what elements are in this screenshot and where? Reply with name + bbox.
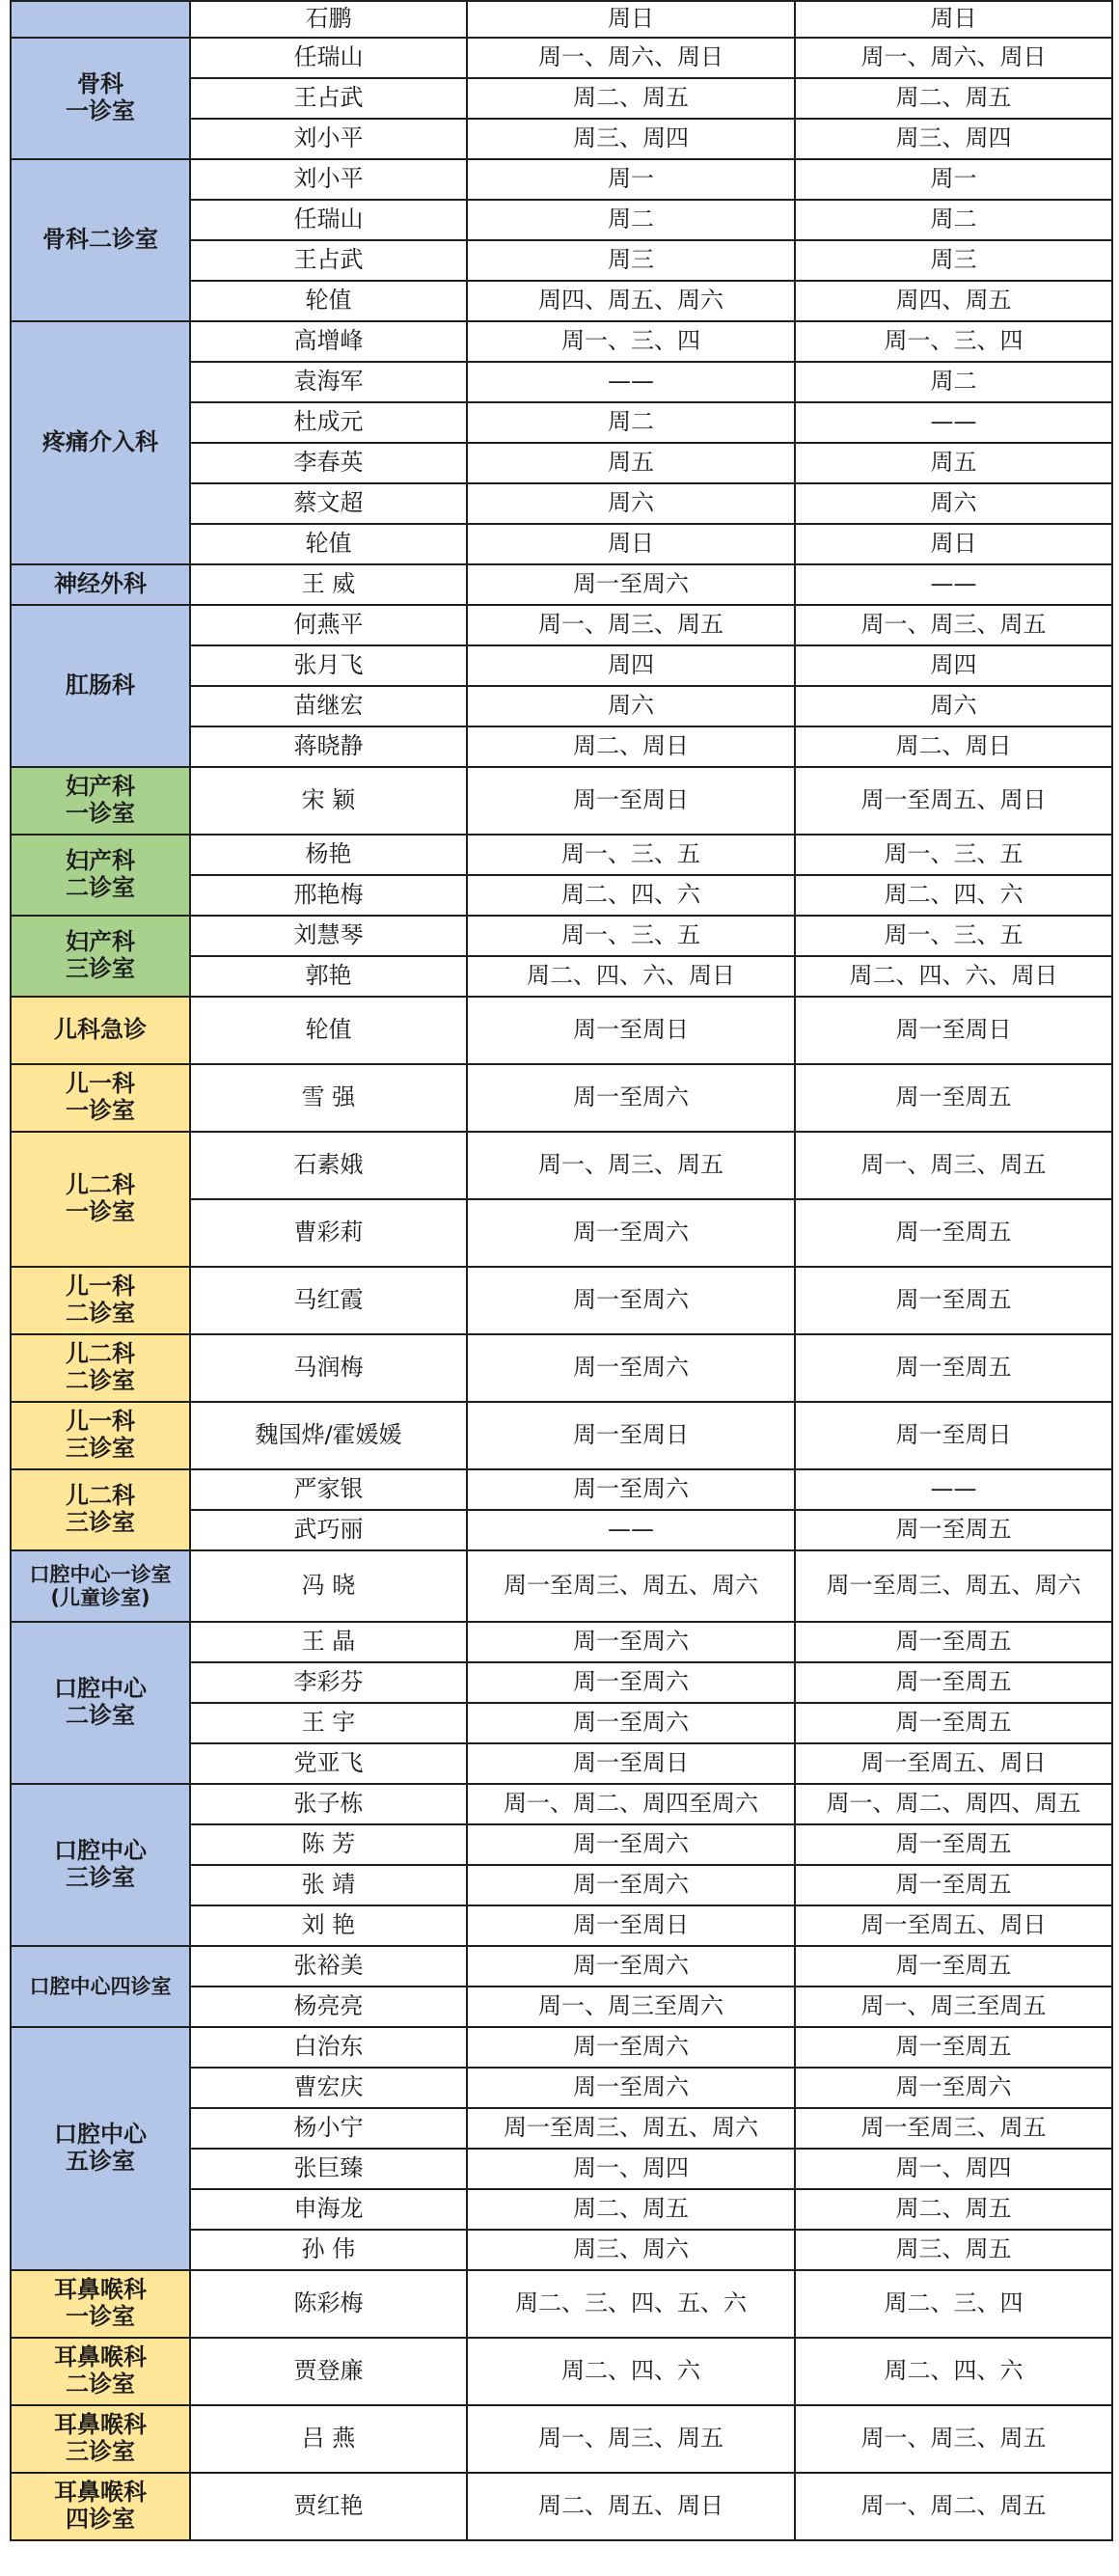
schedule-a-cell: 周日 — [467, 1, 795, 38]
doctor-name-cell: 张裕美 — [190, 1946, 467, 1987]
doctor-name-cell: 李春英 — [190, 443, 467, 483]
doctor-name-cell: 刘小平 — [190, 119, 467, 159]
schedule-b-cell: 周一至周五 — [795, 1622, 1112, 1662]
schedule-a-cell: 周一至周日 — [467, 997, 795, 1064]
department-cell: 疼痛介入科 — [11, 321, 190, 564]
schedule-a-cell: 周三、周六 — [467, 2230, 795, 2270]
doctor-name-cell: 张 靖 — [190, 1865, 467, 1905]
doctor-name-cell: 王 宇 — [190, 1703, 467, 1743]
schedule-a-cell: 周四 — [467, 645, 795, 686]
doctor-name-cell: 宋 颖 — [190, 767, 467, 835]
table-row — [11, 1132, 1112, 1199]
table-row — [11, 1946, 1112, 1987]
schedule-a-cell: 周二、四、六 — [467, 2338, 795, 2405]
table-row — [11, 2027, 1112, 2068]
table-row — [11, 916, 1112, 956]
schedule-a-cell: 周一至周六 — [467, 1064, 795, 1132]
doctor-name-cell: 高增峰 — [190, 321, 467, 362]
doctor-name-cell: 王 威 — [190, 564, 467, 605]
schedule-b-cell: 周一、周三、周五 — [795, 605, 1112, 645]
schedule-a-cell: 周二、周日 — [467, 726, 795, 767]
schedule-a-cell: 周四、周五、周六 — [467, 281, 795, 321]
table-row — [11, 2270, 1112, 2338]
schedule-b-cell: 周一、周六、周日 — [795, 38, 1112, 78]
schedule-b-cell: 周一、三、五 — [795, 916, 1112, 956]
schedule-b-cell: 周三 — [795, 240, 1112, 281]
schedule-a-cell: 周一至周六 — [467, 1703, 795, 1743]
doctor-name-cell: 李彩芬 — [190, 1662, 467, 1703]
schedule-a-cell: 周一至周六 — [467, 1662, 795, 1703]
schedule-b-cell: 周一至周三、周五 — [795, 2108, 1112, 2149]
schedule-b-cell: 周三、周四 — [795, 119, 1112, 159]
schedule-b-cell: 周一至周三、周五、周六 — [795, 1550, 1112, 1622]
department-cell: 儿二科 一诊室 — [11, 1132, 190, 1267]
schedule-a-cell: 周一至周六 — [467, 2027, 795, 2068]
doctor-name-cell: 何燕平 — [190, 605, 467, 645]
schedule-a-cell: 周一至周六 — [467, 1946, 795, 1987]
schedule-b-cell: 周日 — [795, 1, 1112, 38]
doctor-name-cell: 白治东 — [190, 2027, 467, 2068]
schedule-a-cell: 周二、四、六 — [467, 875, 795, 916]
schedule-a-cell: 周日 — [467, 524, 795, 564]
table-row — [11, 1550, 1112, 1622]
doctor-name-cell: 杨亮亮 — [190, 1987, 467, 2027]
doctor-name-cell: 魏国烨/霍媛媛 — [190, 1402, 467, 1469]
schedule-b-cell: —— — [795, 402, 1112, 443]
schedule-a-cell: 周二、周五 — [467, 78, 795, 119]
department-cell: 耳鼻喉科 二诊室 — [11, 2338, 190, 2405]
table-row — [11, 564, 1112, 605]
schedule-b-cell: —— — [795, 1469, 1112, 1510]
schedule-b-cell: 周一至周日 — [795, 997, 1112, 1064]
doctor-name-cell: 陈彩梅 — [190, 2270, 467, 2338]
schedule-a-cell: 周二 — [467, 200, 795, 240]
schedule-b-cell: 周一至周五 — [795, 1267, 1112, 1334]
table-row — [11, 38, 1112, 78]
doctor-name-cell: 石素娥 — [190, 1132, 467, 1199]
schedule-b-cell: 周一、周二、周四、周五 — [795, 1784, 1112, 1824]
schedule-b-cell: 周六 — [795, 686, 1112, 726]
table-row — [11, 1267, 1112, 1334]
department-cell: 耳鼻喉科 一诊室 — [11, 2270, 190, 2338]
schedule-body — [11, 1, 1112, 2540]
schedule-a-cell: 周一至周日 — [467, 1402, 795, 1469]
schedule-a-cell: 周二 — [467, 402, 795, 443]
schedule-a-cell: 周六 — [467, 686, 795, 726]
doctor-name-cell: 任瑞山 — [190, 200, 467, 240]
doctor-name-cell: 邢艳梅 — [190, 875, 467, 916]
schedule-a-cell: 周一至周六 — [467, 1469, 795, 1510]
table-row — [11, 2405, 1112, 2473]
schedule-a-cell: 周一至周六 — [467, 1622, 795, 1662]
schedule-b-cell: 周一至周五 — [795, 1946, 1112, 1987]
schedule-b-cell: 周一、周二、周五 — [795, 2473, 1112, 2540]
doctor-name-cell: 郭艳 — [190, 956, 467, 997]
schedule-b-cell: 周一至周五 — [795, 1510, 1112, 1550]
department-cell: 儿二科 三诊室 — [11, 1469, 190, 1550]
table-row — [11, 1784, 1112, 1824]
schedule-b-cell: 周日 — [795, 524, 1112, 564]
doctor-name-cell: 曹宏庆 — [190, 2068, 467, 2108]
schedule-b-cell: 周一至周五 — [795, 1662, 1112, 1703]
table-row — [11, 1334, 1112, 1402]
schedule-b-cell: 周一至周五 — [795, 1703, 1112, 1743]
schedule-a-cell: 周一、三、五 — [467, 916, 795, 956]
table-row — [11, 767, 1112, 835]
doctor-name-cell: 马润梅 — [190, 1334, 467, 1402]
schedule-b-cell: 周一至周五 — [795, 1199, 1112, 1267]
schedule-b-cell: 周一 — [795, 159, 1112, 200]
schedule-b-cell: 周一至周五 — [795, 1865, 1112, 1905]
schedule-a-cell: 周一、周二、周四至周六 — [467, 1784, 795, 1824]
doctor-name-cell: 雪 强 — [190, 1064, 467, 1132]
doctor-name-cell: 轮值 — [190, 524, 467, 564]
schedule-b-cell: 周一、周四 — [795, 2149, 1112, 2189]
doctor-name-cell: 冯 晓 — [190, 1550, 467, 1622]
schedule-b-cell: 周一至周五 — [795, 1824, 1112, 1865]
schedule-b-cell: 周二 — [795, 200, 1112, 240]
schedule-b-cell: 周一、周三至周五 — [795, 1987, 1112, 2027]
schedule-a-cell: 周一至周六 — [467, 1824, 795, 1865]
department-cell: 耳鼻喉科 三诊室 — [11, 2405, 190, 2473]
schedule-a-cell: 周六 — [467, 483, 795, 524]
schedule-a-cell: 周一至周六 — [467, 1267, 795, 1334]
table-row — [11, 605, 1112, 645]
table-row — [11, 2338, 1112, 2405]
table-row — [11, 321, 1112, 362]
schedule-b-cell: 周一至周六 — [795, 2068, 1112, 2108]
doctor-name-cell: 刘 艳 — [190, 1905, 467, 1946]
doctor-name-cell: 党亚飞 — [190, 1743, 467, 1784]
schedule-a-cell: 周一、三、四 — [467, 321, 795, 362]
department-cell: 儿一科 三诊室 — [11, 1402, 190, 1469]
department-cell: 耳鼻喉科 四诊室 — [11, 2473, 190, 2540]
schedule-a-cell: 周一至周三、周五、周六 — [467, 1550, 795, 1622]
schedule-b-cell: 周二、三、四 — [795, 2270, 1112, 2338]
doctor-name-cell: 刘慧琴 — [190, 916, 467, 956]
schedule-a-cell: 周一、周四 — [467, 2149, 795, 2189]
table-row — [11, 2473, 1112, 2540]
schedule-b-cell: 周四 — [795, 645, 1112, 686]
schedule-b-cell: 周一至周五、周日 — [795, 1743, 1112, 1784]
schedule-a-cell: 周三、周四 — [467, 119, 795, 159]
schedule-a-cell: 周一至周六 — [467, 1334, 795, 1402]
schedule-a-cell: 周一至周日 — [467, 1743, 795, 1784]
schedule-a-cell: 周二、周五 — [467, 2189, 795, 2230]
doctor-name-cell: 杨艳 — [190, 835, 467, 875]
department-cell: 妇产科 一诊室 — [11, 767, 190, 835]
doctor-name-cell: 杨小宁 — [190, 2108, 467, 2149]
department-cell: 骨科二诊室 — [11, 159, 190, 321]
department-cell — [11, 1, 190, 38]
schedule-b-cell: 周六 — [795, 483, 1112, 524]
schedule-a-cell: —— — [467, 362, 795, 402]
doctor-name-cell: 王 晶 — [190, 1622, 467, 1662]
doctor-name-cell: 贾登廉 — [190, 2338, 467, 2405]
table-row — [11, 1064, 1112, 1132]
schedule-table — [10, 0, 1113, 2541]
schedule-b-cell: 周一、周三、周五 — [795, 1132, 1112, 1199]
department-cell: 肛肠科 — [11, 605, 190, 767]
schedule-a-cell: 周一至周日 — [467, 1905, 795, 1946]
schedule-b-cell: 周一至周五 — [795, 1334, 1112, 1402]
doctor-name-cell: 张巨臻 — [190, 2149, 467, 2189]
doctor-name-cell: 曹彩莉 — [190, 1199, 467, 1267]
schedule-b-cell: 周一、周三、周五 — [795, 2405, 1112, 2473]
table-row — [11, 835, 1112, 875]
department-cell: 儿一科 二诊室 — [11, 1267, 190, 1334]
doctor-name-cell: 贾红艳 — [190, 2473, 467, 2540]
doctor-name-cell: 武巧丽 — [190, 1510, 467, 1550]
doctor-name-cell: 王占武 — [190, 78, 467, 119]
schedule-a-cell: 周一至周六 — [467, 2068, 795, 2108]
schedule-b-cell: 周二 — [795, 362, 1112, 402]
schedule-a-cell: 周五 — [467, 443, 795, 483]
schedule-b-cell: 周三、周五 — [795, 2230, 1112, 2270]
doctor-name-cell: 严家银 — [190, 1469, 467, 1510]
schedule-b-cell: 周二、四、六 — [795, 875, 1112, 916]
schedule-a-cell: 周一至周六 — [467, 1199, 795, 1267]
schedule-b-cell: 周一、三、四 — [795, 321, 1112, 362]
table-row — [11, 1622, 1112, 1662]
schedule-a-cell: 周二、四、六、周日 — [467, 956, 795, 997]
schedule-a-cell: 周一、周三至周六 — [467, 1987, 795, 2027]
table-row — [11, 1402, 1112, 1469]
doctor-name-cell: 蔡文超 — [190, 483, 467, 524]
table-row — [11, 1469, 1112, 1510]
doctor-name-cell: 吕 燕 — [190, 2405, 467, 2473]
schedule-a-cell: 周一 — [467, 159, 795, 200]
department-cell: 儿一科 一诊室 — [11, 1064, 190, 1132]
schedule-b-cell: 周二、周五 — [795, 2189, 1112, 2230]
schedule-b-cell: 周一至周日 — [795, 1402, 1112, 1469]
doctor-name-cell: 轮值 — [190, 281, 467, 321]
doctor-name-cell: 石鹏 — [190, 1, 467, 38]
department-cell: 儿二科 二诊室 — [11, 1334, 190, 1402]
schedule-a-cell: —— — [467, 1510, 795, 1550]
schedule-a-cell: 周二、三、四、五、六 — [467, 2270, 795, 2338]
schedule-b-cell: 周二、周五 — [795, 78, 1112, 119]
table-row — [11, 159, 1112, 200]
doctor-name-cell: 苗继宏 — [190, 686, 467, 726]
schedule-a-cell: 周一、周三、周五 — [467, 2405, 795, 2473]
department-cell: 口腔中心 二诊室 — [11, 1622, 190, 1784]
schedule-b-cell: 周一至周五、周日 — [795, 767, 1112, 835]
schedule-a-cell: 周一、周三、周五 — [467, 605, 795, 645]
table-row — [11, 997, 1112, 1064]
schedule-a-cell: 周二、周五、周日 — [467, 2473, 795, 2540]
schedule-b-cell: 周一至周五 — [795, 1064, 1112, 1132]
doctor-name-cell: 王占武 — [190, 240, 467, 281]
schedule-a-cell: 周一、三、五 — [467, 835, 795, 875]
doctor-name-cell: 轮值 — [190, 997, 467, 1064]
schedule-b-cell: 周二、四、六、周日 — [795, 956, 1112, 997]
doctor-name-cell: 张子栋 — [190, 1784, 467, 1824]
schedule-b-cell: 周二、四、六 — [795, 2338, 1112, 2405]
schedule-a-cell: 周一至周日 — [467, 767, 795, 835]
schedule-b-cell: —— — [795, 564, 1112, 605]
schedule-a-cell: 周一、周三、周五 — [467, 1132, 795, 1199]
doctor-name-cell: 蒋晓静 — [190, 726, 467, 767]
doctor-name-cell: 袁海军 — [190, 362, 467, 402]
department-cell: 妇产科 三诊室 — [11, 916, 190, 997]
schedule-b-cell: 周五 — [795, 443, 1112, 483]
schedule-a-cell: 周一至周六 — [467, 564, 795, 605]
schedule-a-cell: 周一、周六、周日 — [467, 38, 795, 78]
doctor-name-cell: 任瑞山 — [190, 38, 467, 78]
department-cell: 口腔中心 三诊室 — [11, 1784, 190, 1946]
table-row — [11, 1, 1112, 38]
schedule-b-cell: 周四、周五 — [795, 281, 1112, 321]
schedule-a-cell: 周三 — [467, 240, 795, 281]
department-cell: 神经外科 — [11, 564, 190, 605]
doctor-name-cell: 刘小平 — [190, 159, 467, 200]
schedule-b-cell: 周一、三、五 — [795, 835, 1112, 875]
department-cell: 妇产科 二诊室 — [11, 835, 190, 916]
department-cell: 骨科 一诊室 — [11, 38, 190, 159]
schedule-a-cell: 周一至周三、周五、周六 — [467, 2108, 795, 2149]
doctor-name-cell: 孙 伟 — [190, 2230, 467, 2270]
department-cell: 儿科急诊 — [11, 997, 190, 1064]
department-cell: 口腔中心一诊室 (儿童诊室) — [11, 1550, 190, 1622]
doctor-name-cell: 杜成元 — [190, 402, 467, 443]
schedule-a-cell: 周一至周六 — [467, 1865, 795, 1905]
department-cell: 口腔中心 五诊室 — [11, 2027, 190, 2270]
doctor-name-cell: 马红霞 — [190, 1267, 467, 1334]
doctor-name-cell: 陈 芳 — [190, 1824, 467, 1865]
schedule-b-cell: 周二、周日 — [795, 726, 1112, 767]
doctor-name-cell: 张月飞 — [190, 645, 467, 686]
doctor-name-cell: 申海龙 — [190, 2189, 467, 2230]
department-cell: 口腔中心四诊室 — [11, 1946, 190, 2027]
schedule-b-cell: 周一至周五 — [795, 2027, 1112, 2068]
schedule-b-cell: 周一至周五、周日 — [795, 1905, 1112, 1946]
